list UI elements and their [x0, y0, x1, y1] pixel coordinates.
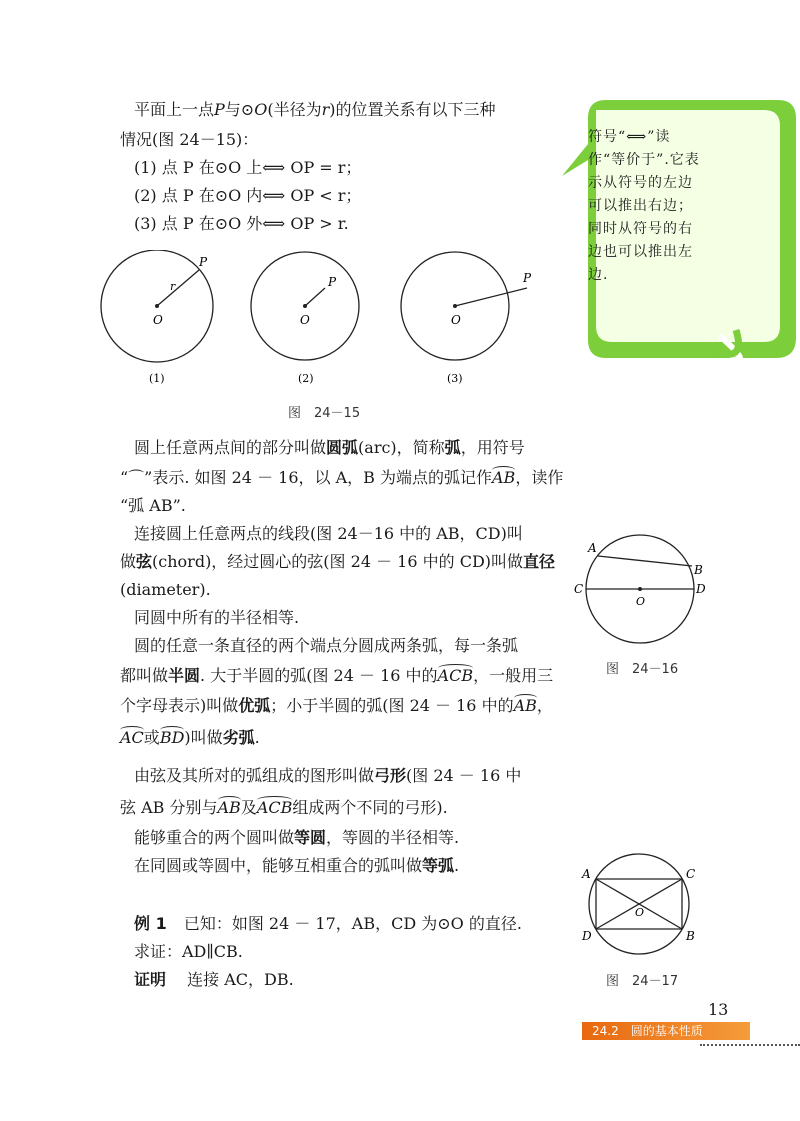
fig15-label-O3: O — [451, 313, 461, 327]
intro-line-1: 平面上一点P与⊙O(半径为r)的位置关系有以下三种 — [134, 100, 496, 119]
fig17-label-A: A — [582, 867, 591, 881]
case-2: (2) 点 P 在⊙O 内⟺ OP < r； — [134, 186, 362, 205]
fig16-center — [638, 587, 642, 591]
chord-line-2: 做弦(chord)，经过圆心的弦(图 24 － 16 中的 CD)叫做直径 — [120, 552, 556, 571]
fig17-label-B: B — [686, 929, 695, 943]
case-3: (3) 点 P 在⊙O 外⟺ OP > r. — [134, 214, 349, 233]
figure-24-15 — [95, 250, 555, 400]
fig17-label-C: C — [686, 867, 696, 881]
section-title: 24.2 圆的基本性质 — [592, 1024, 703, 1038]
fig16-caption: 图 24－16 — [606, 662, 679, 677]
arc-def-line-3: “弧 AB”. — [120, 496, 186, 515]
fig15-circle-3 — [401, 252, 527, 360]
fig16-label-B: B — [694, 563, 703, 577]
fig16-label-A: A — [588, 541, 597, 555]
footer-dotted-line — [700, 1044, 800, 1046]
note-text: 符号“⟺”读作“等价于”.它表示从符号的左边可以推出右边；同时从符号的右边也可以推出左边. — [588, 129, 700, 283]
fig15-label-P1: P — [199, 255, 208, 269]
fig15-sub-2: (2) — [298, 372, 314, 385]
fig16-label-D: D — [696, 582, 706, 596]
fig15-circle-1 — [101, 250, 213, 362]
figure-24-17 — [576, 850, 706, 960]
arc-def-line-1: 圆上任意两点间的部分叫做圆弧(arc)，简称弧，用符号 — [134, 438, 525, 457]
example-proof: 证明 连接 AC，DB. — [134, 970, 294, 989]
fig15-label-P2: P — [328, 275, 337, 289]
fig16-chord-AB — [598, 556, 692, 566]
fig15-label-O2: O — [300, 313, 310, 327]
semi-line-4: AC或BD)叫做劣弧. — [120, 728, 260, 747]
fig15-caption: 图 24－15 — [288, 406, 361, 421]
example-given: 例 1 已知：如图 24 － 17，AB，CD 为⊙O 的直径. — [134, 914, 522, 933]
semi-line-2: 都叫做半圆. 大于半圆的弧(图 24 － 16 中的ACB，一般用三 — [120, 666, 554, 685]
fig16-label-C: C — [574, 582, 584, 596]
segment-line-2: 弦 AB 分别与AB及ACB组成两个不同的弓形). — [120, 798, 448, 817]
fig15-sub-1: (1) — [149, 372, 165, 385]
fig16-label-O: O — [636, 595, 646, 608]
fig15-label-P3: P — [523, 271, 532, 285]
semi-line-3: 个字母表示)叫做优弧；小于半圆的弧(图 24 － 16 中的AB， — [120, 696, 553, 715]
page-number: 13 — [708, 1000, 729, 1019]
chord-line-1: 连接圆上任意两点的线段(图 24－16 中的 AB，CD)叫 — [134, 524, 523, 543]
semi-line-1: 圆的任意一条直径的两个端点分圆成两条弧，每一条弧 — [134, 636, 519, 655]
intro-line-2: 情况(图 24－15)： — [120, 130, 259, 149]
fig15-label-O1: O — [153, 313, 163, 327]
fig17-caption: 图 24－17 — [606, 974, 679, 989]
fig15-label-r: r — [170, 280, 176, 293]
example-prove: 求证：AD∥CB. — [134, 942, 243, 961]
segment-line-1: 由弦及其所对的弧组成的图形叫做弓形(图 24 － 16 中 — [134, 766, 522, 785]
figure-24-16 — [572, 530, 722, 650]
case-1: (1) 点 P 在⊙O 上⟺ OP = r； — [134, 158, 362, 177]
fig15-sub-3: (3) — [447, 372, 463, 385]
equal-arc-line: 在同圆或等圆中，能够互相重合的弧叫做等弧. — [134, 856, 460, 875]
equal-circle-line: 能够重合的两个圆叫做等圆，等圆的半径相等. — [134, 828, 460, 847]
fig15-circle-2 — [251, 252, 359, 360]
arc-def-line-2: “⌒”表示. 如图 24 － 16，以 A，B 为端点的弧记作AB，读作 — [120, 468, 564, 487]
chord-line-3: (diameter). — [120, 580, 211, 599]
fig17-label-O: O — [635, 906, 645, 919]
radius-line: 同圆中所有的半径相等. — [134, 608, 300, 627]
fig17-label-D: D — [582, 929, 592, 943]
